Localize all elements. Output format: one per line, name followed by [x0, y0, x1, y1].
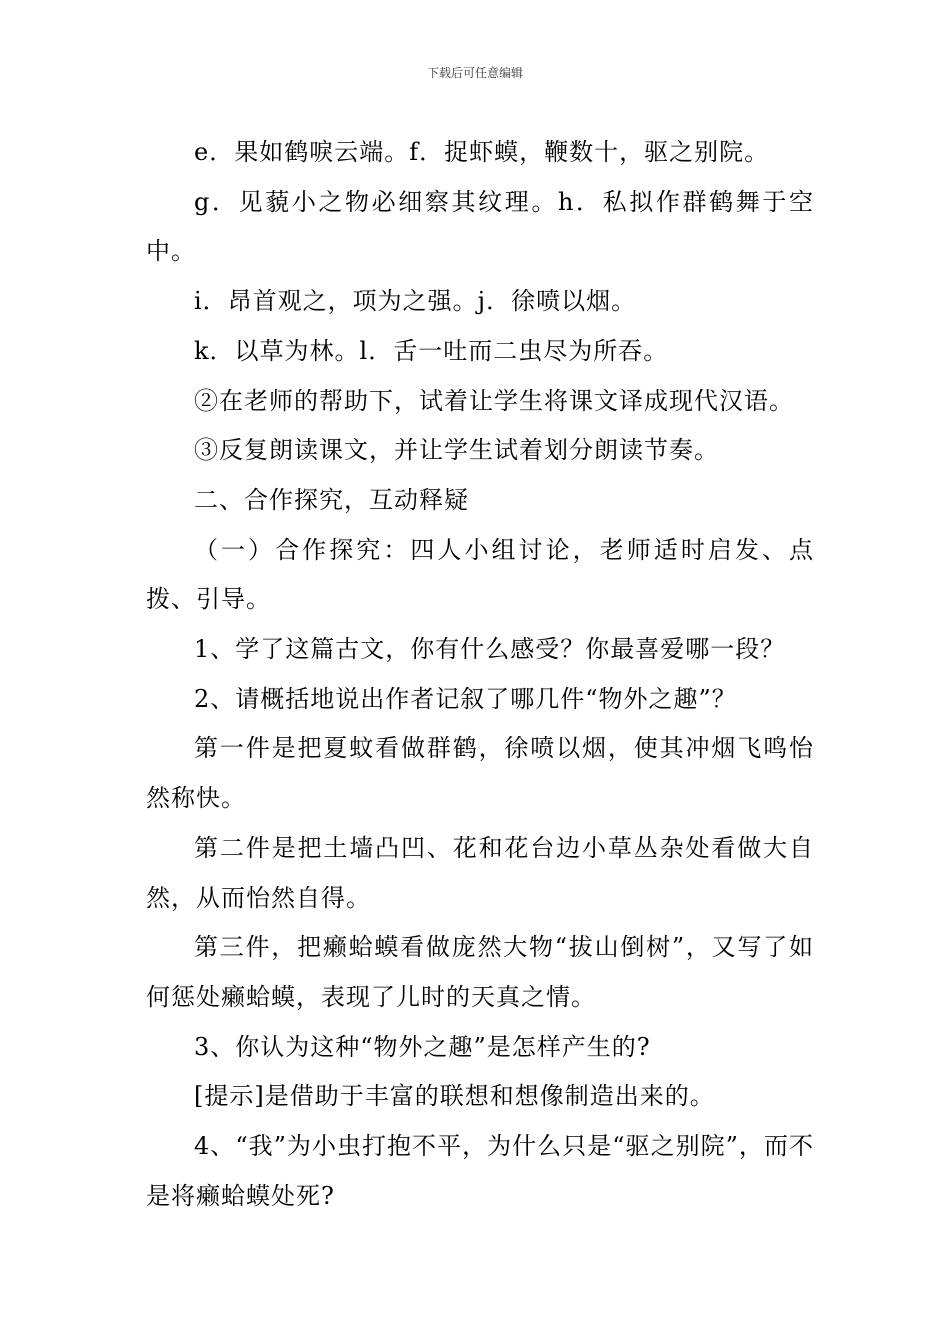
paragraph-translation-g-h: g．见藐小之物必细察其纹理。h．私拟作群鹤舞于空中。: [146, 187, 814, 266]
paragraph-translation-i-j: i．昂首观之，项为之强。j．徐喷以烟。: [194, 287, 637, 316]
section-heading-cooperation: 二、合作探究，互动释疑: [194, 485, 469, 514]
answer-second-item: 第二件是把土墙凸凹、花和花台边小草丛杂处看做大自然，从而怡然自得。: [146, 833, 814, 912]
paragraph-translation-e-f: e．果如鹤唳云端。f．捉虾蟆，鞭数十，驱之别院。: [194, 138, 770, 166]
answer-third-item: 第三件，把癞蛤蟆看做庞然大物“拔山倒树”，又写了如何惩处癞蛤蟆，表现了儿时的天真之情。: [146, 933, 814, 1011]
paragraph-step-3: ③反复朗读课文，并让学生试着划分朗读节奏。: [194, 436, 719, 465]
document-body: [146, 128, 814, 1221]
hint-question-3: [提示]是借助于丰富的联想和想像制造出来的。: [194, 1082, 715, 1111]
question-3: 3、你认为这种“物外之趣”是怎样产生的?: [194, 1032, 651, 1061]
question-2: 2、请概括地说出作者记叙了哪几件“物外之趣”？: [194, 684, 737, 713]
page-header: 下载后可任意编辑: [426, 66, 523, 80]
paragraph-translation-k-l: k．以草为林。l．舌一吐而二虫尽为所吞。: [194, 336, 669, 365]
question-4: 4、“我”为小虫打抱不平，为什么只是“驱之别院”，而不是将癞蛤蟆处死?: [146, 1132, 814, 1210]
question-1: 1、学了这篇古文，你有什么感受？你最喜爱哪一段？: [194, 635, 786, 664]
paragraph-group-discussion: （一）合作探究：四人小组讨论，老师适时启发、点拨、引导。: [146, 535, 814, 614]
answer-first-item: 第一件是把夏蚊看做群鹤，徐喷以烟，使其冲烟飞鸣怡然称快。: [146, 734, 814, 813]
paragraph-step-2: ②在老师的帮助下，试着让学生将课文译成现代汉语。: [194, 386, 794, 415]
